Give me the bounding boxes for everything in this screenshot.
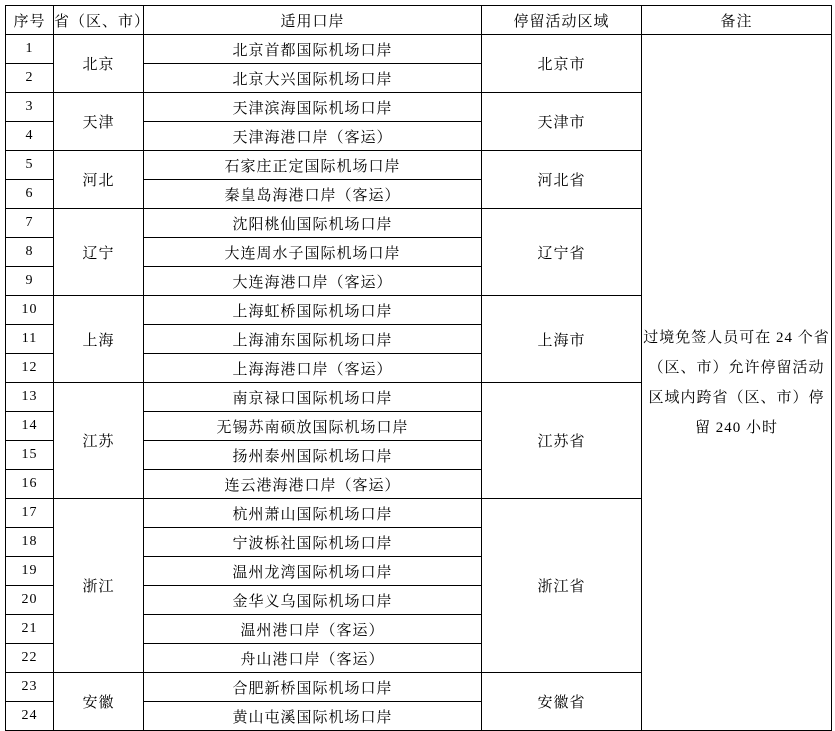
cell-index: 3 (6, 93, 54, 122)
cell-area: 浙江省 (482, 499, 642, 673)
ports-table (5, 5, 832, 731)
cell-port: 合肥新桥国际机场口岸 (144, 673, 482, 702)
cell-area: 北京市 (482, 35, 642, 93)
cell-index: 12 (6, 354, 54, 383)
cell-port: 温州龙湾国际机场口岸 (144, 557, 482, 586)
cell-index: 22 (6, 644, 54, 673)
column-header-province: 省（区、市） (54, 6, 144, 35)
cell-index: 21 (6, 615, 54, 644)
cell-port: 上海海港口岸（客运） (144, 354, 482, 383)
cell-index: 24 (6, 702, 54, 731)
cell-port: 北京大兴国际机场口岸 (144, 64, 482, 93)
cell-port: 上海浦东国际机场口岸 (144, 325, 482, 354)
cell-port: 大连海港口岸（客运） (144, 267, 482, 296)
cell-index: 8 (6, 238, 54, 267)
cell-area: 辽宁省 (482, 209, 642, 296)
cell-index: 7 (6, 209, 54, 238)
cell-area: 天津市 (482, 93, 642, 151)
cell-index: 9 (6, 267, 54, 296)
cell-port: 北京首都国际机场口岸 (144, 35, 482, 64)
cell-port: 上海虹桥国际机场口岸 (144, 296, 482, 325)
cell-index: 17 (6, 499, 54, 528)
cell-index: 11 (6, 325, 54, 354)
cell-port: 秦皇岛海港口岸（客运） (144, 180, 482, 209)
document-sheet (0, 5, 835, 726)
cell-port: 无锡苏南硕放国际机场口岸 (144, 412, 482, 441)
cell-index: 14 (6, 412, 54, 441)
cell-port: 舟山港口岸（客运） (144, 644, 482, 673)
cell-province: 安徽 (54, 673, 144, 731)
cell-index: 6 (6, 180, 54, 209)
cell-province: 辽宁 (54, 209, 144, 296)
cell-port: 温州港口岸（客运） (144, 615, 482, 644)
cell-index: 20 (6, 586, 54, 615)
cell-index: 5 (6, 151, 54, 180)
cell-area: 上海市 (482, 296, 642, 383)
table-row (6, 35, 832, 64)
cell-province: 江苏 (54, 383, 144, 499)
cell-port: 黄山屯溪国际机场口岸 (144, 702, 482, 731)
cell-port: 杭州萧山国际机场口岸 (144, 499, 482, 528)
cell-index: 19 (6, 557, 54, 586)
cell-port: 沈阳桃仙国际机场口岸 (144, 209, 482, 238)
cell-area: 安徽省 (482, 673, 642, 731)
cell-area: 河北省 (482, 151, 642, 209)
cell-index: 4 (6, 122, 54, 151)
table-body (6, 35, 832, 731)
column-header-port: 适用口岸 (144, 6, 482, 35)
cell-index: 16 (6, 470, 54, 499)
cell-port: 天津滨海国际机场口岸 (144, 93, 482, 122)
cell-index: 1 (6, 35, 54, 64)
cell-index: 2 (6, 64, 54, 93)
cell-province: 河北 (54, 151, 144, 209)
cell-province: 浙江 (54, 499, 144, 673)
cell-note: 过境免签人员可在 24 个省（区、市）允许停留活动区域内跨省（区、市）停留 240 小时 (642, 35, 832, 731)
table-header (6, 6, 832, 35)
column-header-area: 停留活动区域 (482, 6, 642, 35)
cell-port: 大连周水子国际机场口岸 (144, 238, 482, 267)
cell-index: 13 (6, 383, 54, 412)
cell-area: 江苏省 (482, 383, 642, 499)
cell-index: 23 (6, 673, 54, 702)
cell-port: 南京禄口国际机场口岸 (144, 383, 482, 412)
cell-province: 北京 (54, 35, 144, 93)
table-header-row (6, 6, 832, 35)
column-header-note: 备注 (642, 6, 832, 35)
cell-port: 宁波栎社国际机场口岸 (144, 528, 482, 557)
cell-port: 石家庄正定国际机场口岸 (144, 151, 482, 180)
cell-province: 上海 (54, 296, 144, 383)
cell-port: 天津海港口岸（客运） (144, 122, 482, 151)
cell-index: 10 (6, 296, 54, 325)
cell-index: 15 (6, 441, 54, 470)
cell-province: 天津 (54, 93, 144, 151)
cell-port: 金华义乌国际机场口岸 (144, 586, 482, 615)
cell-port: 扬州泰州国际机场口岸 (144, 441, 482, 470)
column-header-index: 序号 (6, 6, 54, 35)
cell-index: 18 (6, 528, 54, 557)
cell-port: 连云港海港口岸（客运） (144, 470, 482, 499)
